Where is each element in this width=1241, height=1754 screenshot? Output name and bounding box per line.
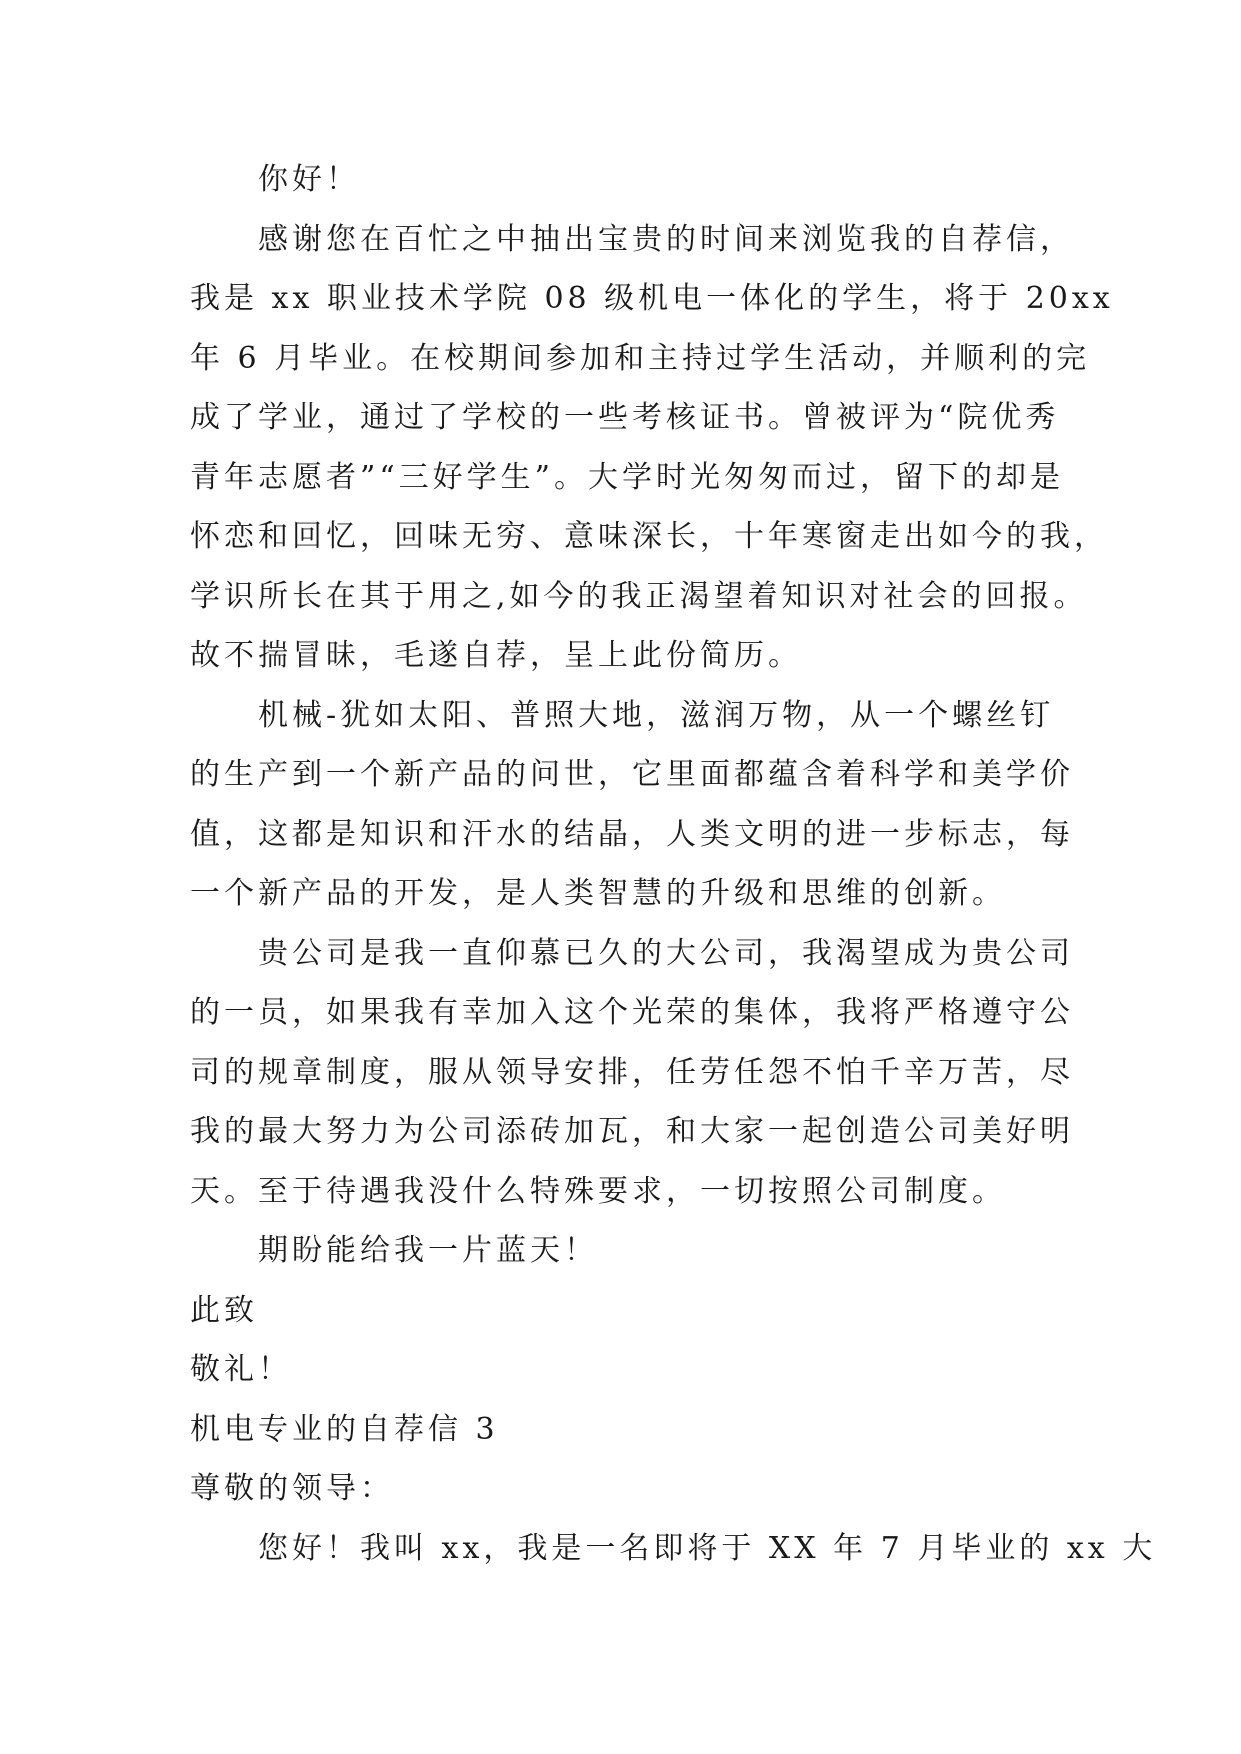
greeting-line: 你好！ bbox=[258, 162, 360, 197]
body-line: 值，这都是知识和汗水的结晶，人类文明的进一步标志，每 bbox=[190, 816, 1074, 852]
body-line: 一个新产品的开发，是人类智慧的升级和思维的创新。 bbox=[190, 876, 1006, 911]
salutation-line: 尊敬的领导： bbox=[190, 1471, 394, 1506]
body-line: 期盼能给我一片蓝天！ bbox=[258, 1233, 598, 1268]
body-line: 机械-犹如太阳、普照大地，滋润万物，从一个螺丝钉 bbox=[258, 697, 1055, 733]
body-line: 故不揣冒昧，毛遂自荐，呈上此份简历。 bbox=[190, 638, 802, 673]
body-line: 的一员，如果我有幸加入这个光荣的集体，我将严格遵守公 bbox=[190, 995, 1074, 1030]
body-line: 司的规章制度，服从领导安排，任劳任怨不怕千辛万苦，尽 bbox=[190, 1054, 1074, 1090]
body-line: 贵公司是我一直仰慕已久的大公司，我渴望成为贵公司 bbox=[258, 935, 1074, 971]
closing-line: 敬礼！ bbox=[190, 1352, 292, 1387]
body-line: 天。至于待遇我没什么特殊要求，一切按照公司制度。 bbox=[190, 1173, 1006, 1209]
body-line: 我是 xx 职业技术学院 08 级机电一体化的学生，将于 20xx bbox=[190, 281, 1114, 316]
body-line: 您好！我叫 xx，我是一名即将于 XX 年 7 月毕业的 xx 大 bbox=[258, 1530, 1157, 1566]
body-line: 的生产到一个新产品的问世，它里面都蕴含着科学和美学价 bbox=[190, 757, 1074, 792]
body-line: 成了学业，通过了学校的一些考核证书。曾被评为“院优秀 bbox=[190, 400, 1060, 435]
closing-line: 此致 bbox=[190, 1292, 258, 1328]
body-line: 学识所长在其于用之,如今的我正渴望着知识对社会的回报。 bbox=[190, 578, 1088, 614]
section-title: 机电专业的自荐信 3 bbox=[190, 1411, 499, 1447]
body-line: 感谢您在百忙之中抽出宝贵的时间来浏览我的自荐信， bbox=[258, 221, 1074, 257]
body-line: 青年志愿者”“三好学生”。大学时光匆匆而过，留下的却是 bbox=[190, 459, 1065, 495]
body-line: 我的最大努力为公司添砖加瓦，和大家一起创造公司美好明 bbox=[190, 1114, 1074, 1149]
body-line: 怀恋和回忆，回味无穷、意味深长，十年寒窗走出如今的我， bbox=[190, 519, 1108, 554]
body-line: 年 6 月毕业。在校期间参加和主持过学生活动，并顺利的完 bbox=[190, 340, 1091, 376]
letter-body bbox=[190, 150, 1157, 1578]
